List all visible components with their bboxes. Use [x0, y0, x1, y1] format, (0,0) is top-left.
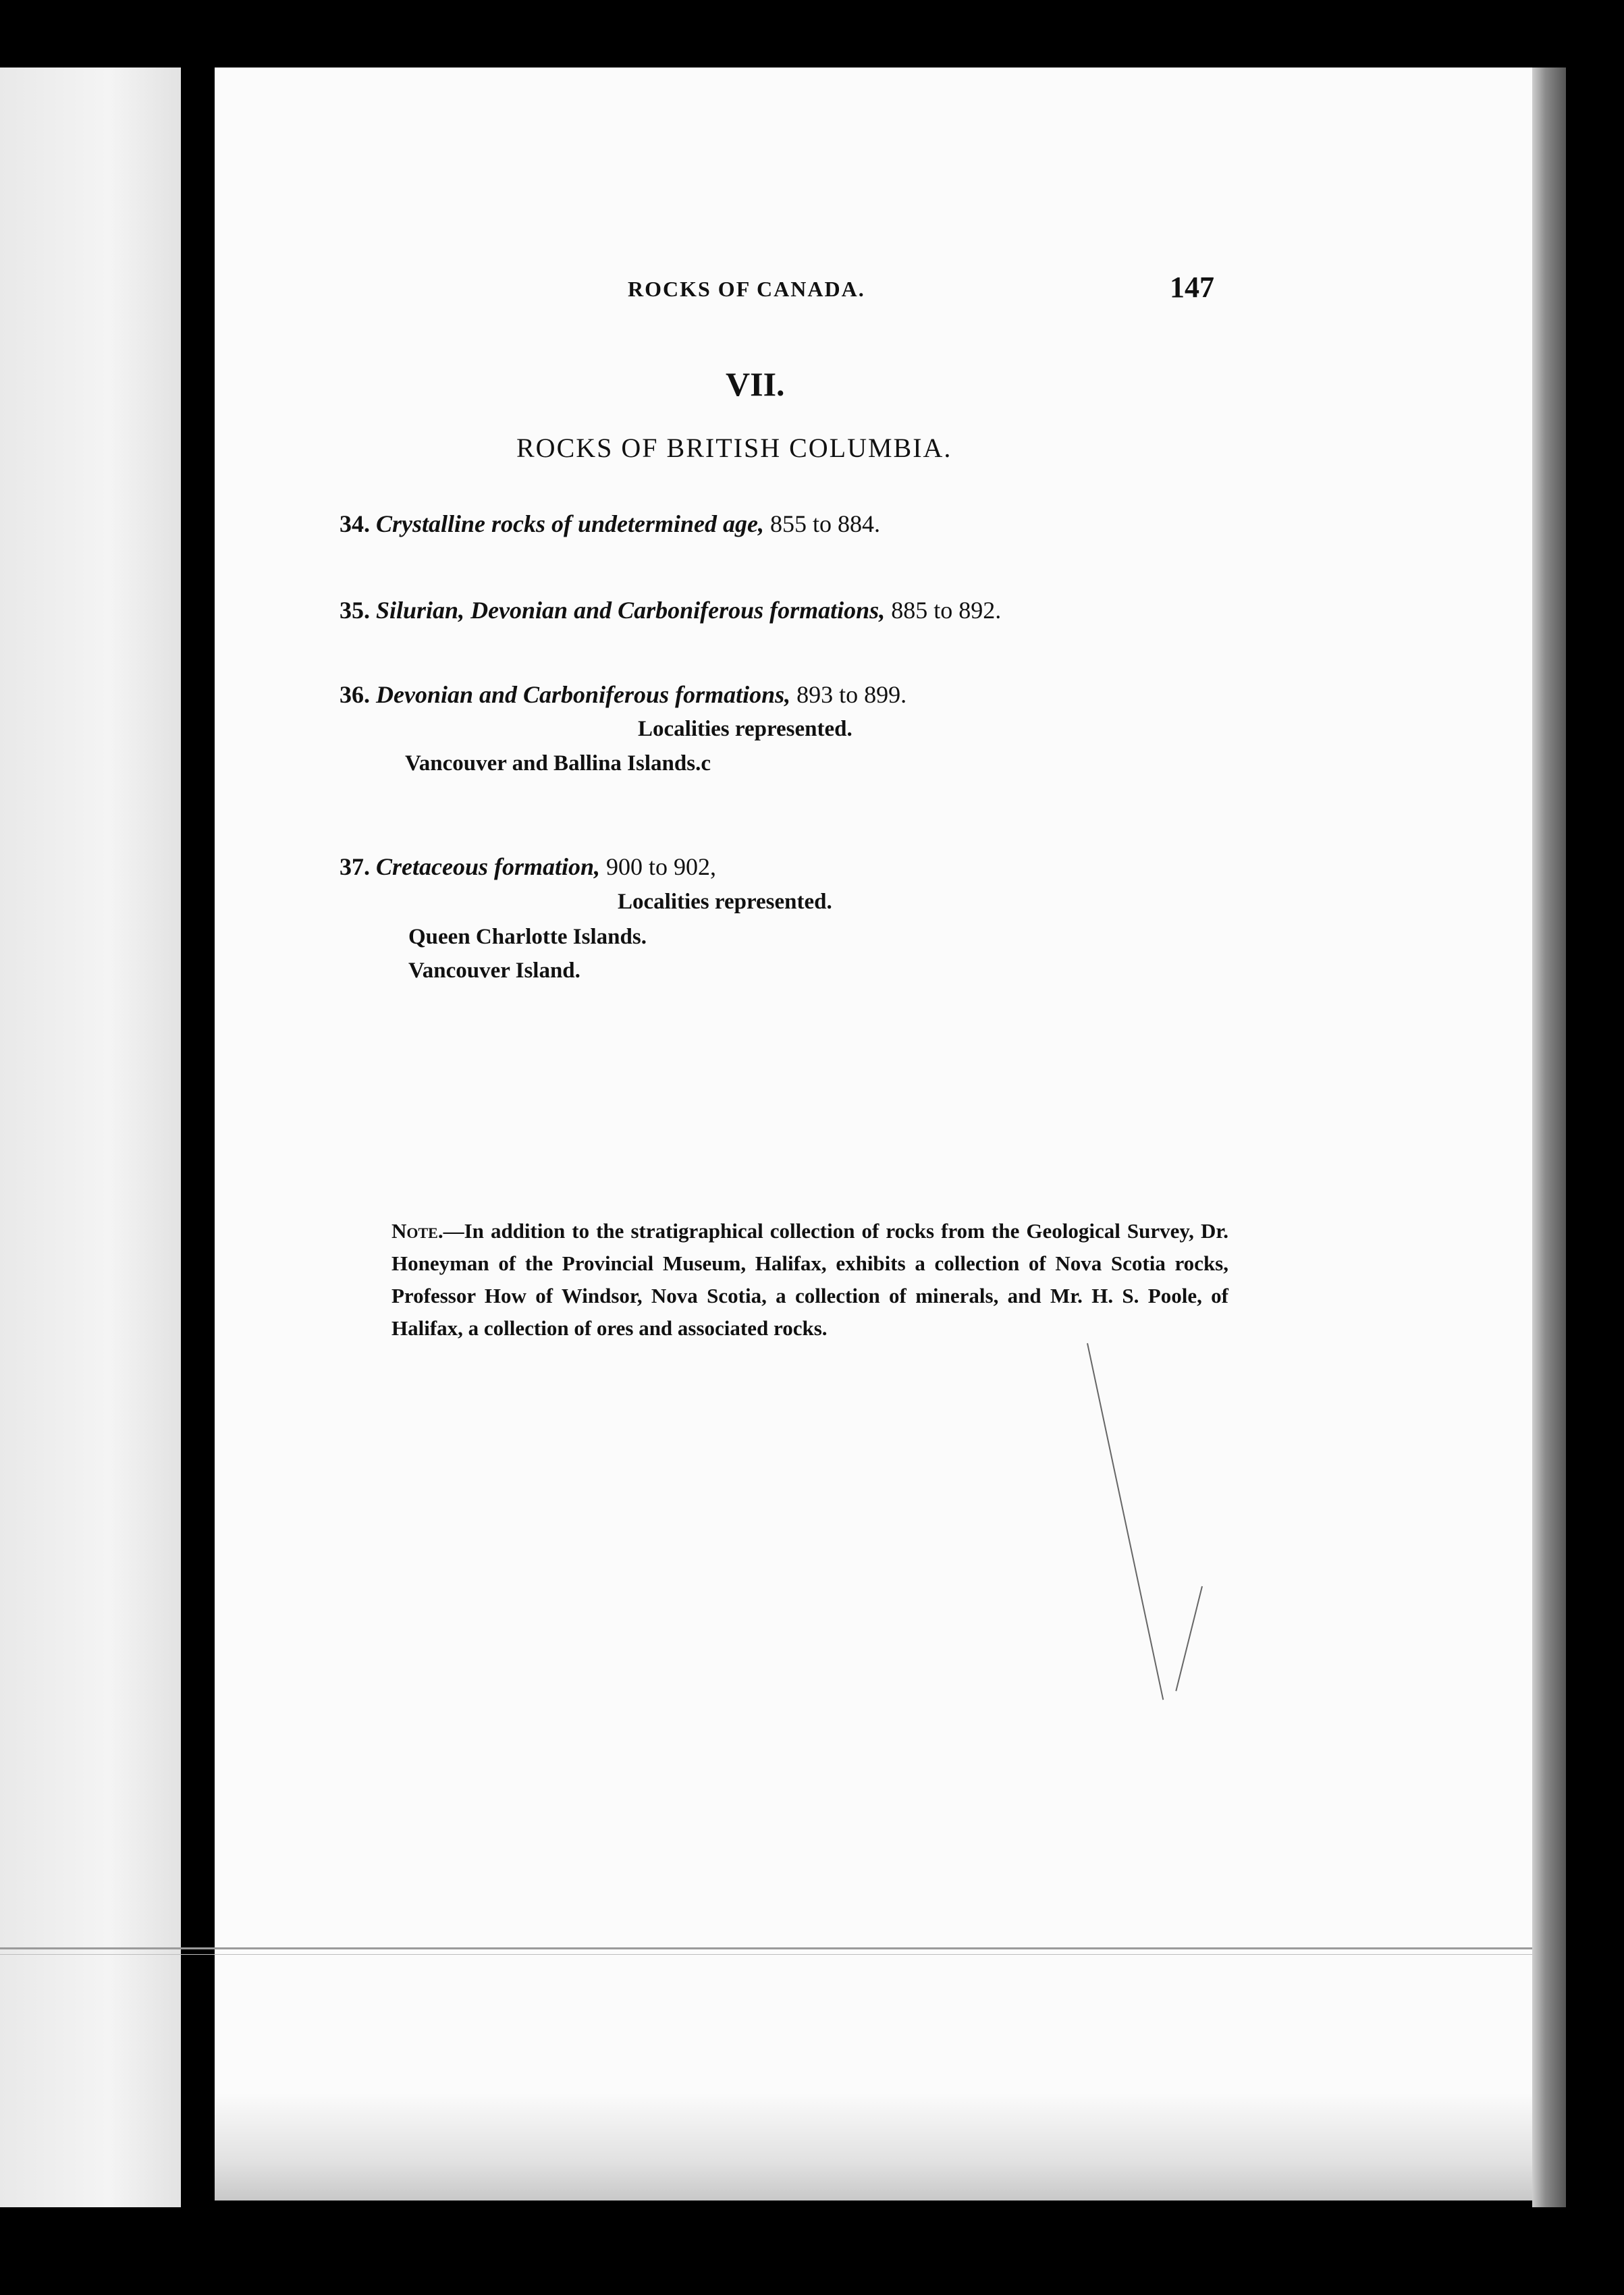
fold-line-secondary	[0, 1954, 1532, 1955]
scan-bottom-border	[0, 2207, 1624, 2295]
book-gutter	[181, 68, 215, 2241]
localities-heading: Localities represented.	[618, 890, 832, 914]
page-bottom-shadow	[215, 2092, 1541, 2207]
entry-range: 893 to 899.	[790, 681, 907, 708]
entry-36	[340, 680, 906, 709]
entry-range: 885 to 892.	[885, 597, 1002, 624]
entry-number: 34.	[340, 510, 370, 537]
scan-top-border	[0, 0, 1624, 68]
note-lead: Note.	[391, 1219, 443, 1243]
page-number: 147	[1170, 271, 1214, 304]
facing-page-edge	[0, 68, 182, 2221]
entry-title: Crystalline rocks of undetermined age,	[376, 510, 764, 537]
section-title: ROCKS OF BRITISH COLUMBIA.	[516, 433, 952, 463]
entry-34	[340, 510, 880, 538]
page-right-edge	[1532, 68, 1566, 2207]
entry-number: 36.	[340, 681, 370, 708]
entry-range: 900 to 902,	[600, 853, 717, 880]
locality: Vancouver and Ballina Islands.c	[405, 751, 711, 776]
running-head: ROCKS OF CANADA.	[628, 277, 865, 301]
scan-right-border	[1566, 0, 1624, 2295]
entry-title: Silurian, Devonian and Carboniferous formations,	[376, 597, 886, 624]
entry-number: 35.	[340, 597, 370, 624]
entry-37	[340, 853, 716, 881]
note-text: —In addition to the stratigraphical collection of rocks from the Geological Survey, Dr. Honeyman of the Provincial Museum, Halifax, exhibits a collection of Nova Scotia rocks, Professor How of Windsor, Nova Scotia, a collection of minerals, and Mr. H. S. Poole, of Halifax, a collection of ores and associated rocks.	[391, 1219, 1228, 1340]
entry-number: 37.	[340, 853, 370, 880]
footnote	[391, 1215, 1228, 1345]
entry-35	[340, 596, 1001, 624]
entry-range: 855 to 884.	[764, 510, 881, 537]
entry-title: Devonian and Carboniferous formations,	[376, 681, 791, 708]
section-numeral: VII.	[726, 365, 785, 403]
fold-line	[0, 1947, 1532, 1949]
locality: Vancouver Island.	[408, 959, 580, 983]
localities-heading: Localities represented.	[638, 717, 852, 741]
page	[215, 68, 1541, 2200]
entry-title: Cretaceous formation,	[376, 853, 601, 880]
locality: Queen Charlotte Islands.	[408, 925, 647, 949]
